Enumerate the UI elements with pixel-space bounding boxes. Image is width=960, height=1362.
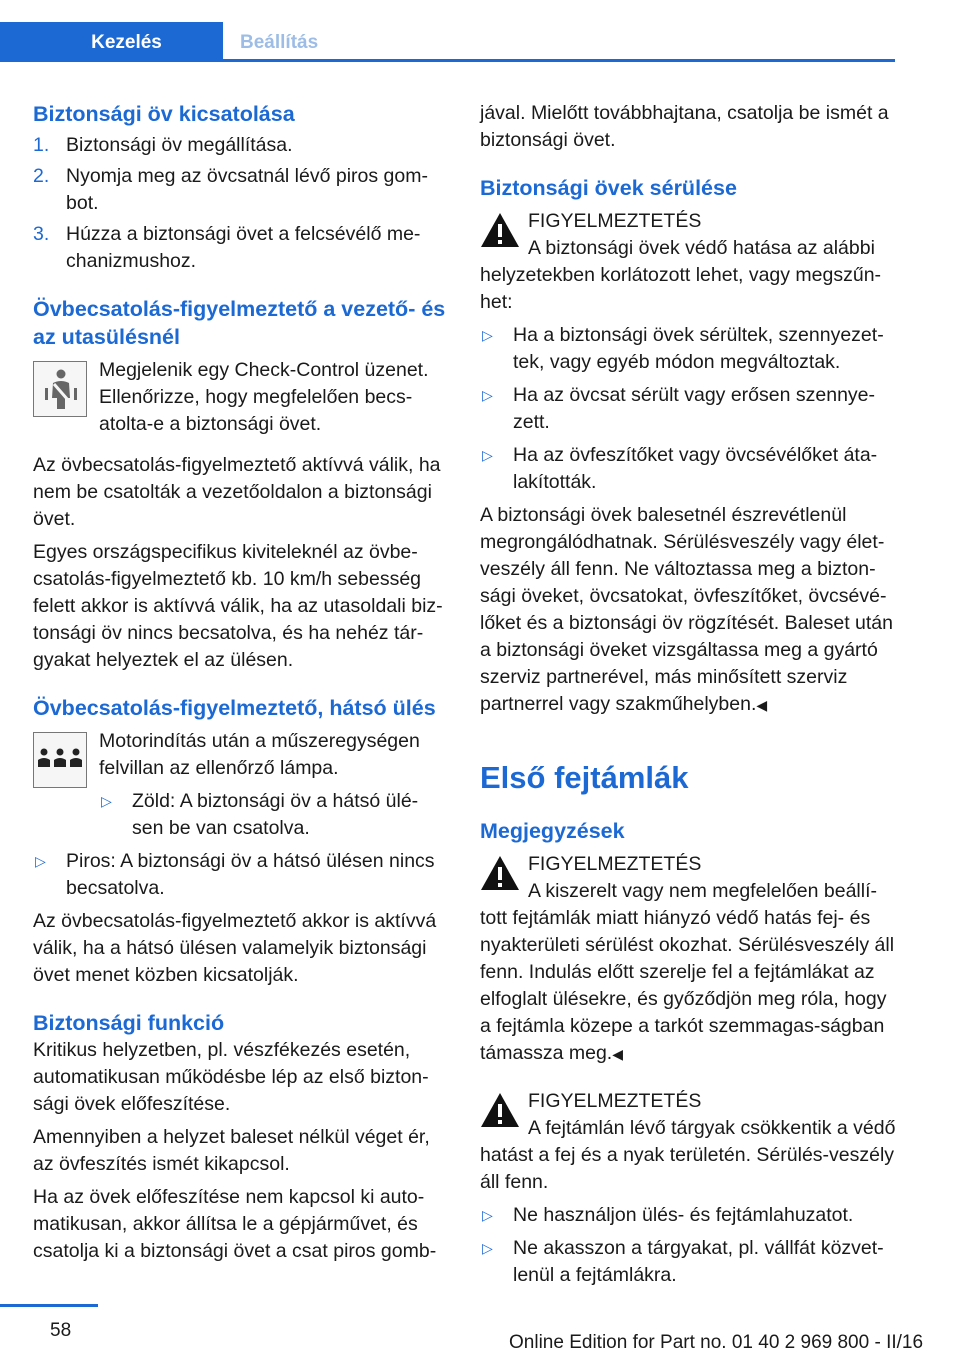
warning-triangle-icon bbox=[480, 1092, 520, 1128]
chapter-heading-head-restraints: Első fejtámlák bbox=[480, 760, 689, 795]
tab-kezeles[interactable]: Kezelés bbox=[0, 22, 223, 62]
step-number: 2. bbox=[33, 165, 50, 187]
step-text: Nyomja meg az övcsatnál lévő piros gom‐bot. bbox=[66, 165, 428, 214]
paragraph: Az övbecsatolás-figyelmeztető aktívvá válik, ha nem be csatolták a vezetőoldalon a biztonsági övet. bbox=[33, 454, 441, 530]
bullet-icon: ▷ bbox=[35, 853, 46, 869]
bullet-text: Piros: A biztonsági öv a hátsó ülésen nincs becsatolva. bbox=[66, 850, 435, 899]
bullet-icon: ▷ bbox=[101, 793, 112, 809]
warning-triangle-icon bbox=[480, 212, 520, 248]
bullet-icon: ▷ bbox=[482, 327, 493, 343]
section-title-rear-reminder: Övbecsatolás-figyelmeztető, hátsó ülés bbox=[33, 696, 436, 720]
bullet-text: Ne használjon ülés- és fejtámlahuzatot. bbox=[513, 1204, 854, 1226]
indicator-text: Megjelenik egy Check-Control üzenet. Ellenőrizze, hogy megfelelően becs‐atolta-e a biztonsági övet. bbox=[99, 359, 429, 435]
list-item bbox=[480, 1202, 898, 1229]
list-item bbox=[480, 322, 898, 376]
section-title-front-reminder: Övbecsatolás-figyelmeztető a vezető- és az utasülésnél bbox=[33, 297, 446, 349]
end-mark-icon: ◀ bbox=[612, 1046, 623, 1062]
bullet-text: Ha az övfeszítőket vagy övcsévélőket áta‐lakították. bbox=[513, 444, 878, 493]
warning-body: A kiszerelt vagy nem megfelelően beállí‐tott fejtámlák miatt hiányzó védő hatás fej- és nyakterületi sérülést okozhat. Sérülésveszély áll fenn. Indulás előtt szerelje fel a fejtámlákat az elfoglalt ülésekre, és győződjön meg róla, hogy a fejtámla közepe a tarkót szemmagas‐ságban támassza meg. bbox=[480, 880, 895, 1064]
end-mark-icon: ◀ bbox=[756, 697, 768, 713]
edition-note: Online Edition for Part no. 01 40 2 969 800 - II/16 bbox=[509, 1332, 924, 1353]
paragraph: Kritikus helyzetben, pl. vészfékezés esetén, automatikusan működésbe lép az első bizton‐sági övek előfeszítése. bbox=[33, 1039, 429, 1115]
bullet-text: Ne akasszon a tárgyakat, pl. vállfát közvet‐lenül a fejtámlákra. bbox=[513, 1237, 884, 1286]
paragraph bbox=[480, 502, 898, 719]
indicator-note bbox=[33, 728, 448, 842]
list-item bbox=[480, 442, 898, 496]
bullet-icon: ▷ bbox=[482, 1207, 493, 1223]
paragraph: Egyes országspecifikus kiviteleknél az övbe‐csatolás-figyelmeztető kb. 10 km/h sebesség felett akkor is aktívvá válik, ha az utasoldali biz‐tonsági öv nincs becsatolva, és ha nehéz tár‐gyakat helyeztek el az ülésen. bbox=[33, 541, 443, 671]
paragraph-text: A biztonsági övek balesetnél észrevétlenül megrongálódhatnak. Sérülésveszély vagy élet‐veszély áll fenn. Ne változtassa meg a bizton‐sági öveket, övcsatokat, övfeszítőket, övcsévé‐lőket és a biztonsági öv rögzítését. Baleset után a biztonsági öveket vizsgáltassa meg a gyártó szerviz partnerével, más minősített szerviz partnerrel vagy szakműhelyben. bbox=[480, 504, 893, 715]
section-title-notes: Megjegyzések bbox=[480, 819, 625, 843]
tab-beallitas[interactable]: Beállítás bbox=[240, 32, 319, 53]
right-column bbox=[480, 100, 898, 1289]
step-number: 1. bbox=[33, 134, 50, 156]
seatbelt-warning-icon bbox=[33, 361, 87, 417]
list-item bbox=[33, 132, 448, 159]
tab-underline bbox=[0, 59, 895, 62]
chapter-tab-bar bbox=[0, 22, 895, 62]
warning-label: FIGYELMEZTETÉS bbox=[528, 210, 702, 232]
bullet-text: Zöld: A biztonsági öv a hátsó ülé‐sen be van csatolva. bbox=[132, 790, 419, 839]
list-item bbox=[33, 163, 448, 217]
warning-label: FIGYELMEZTETÉS bbox=[528, 853, 702, 875]
list-item bbox=[99, 788, 448, 842]
step-text: Biztonsági öv megállítása. bbox=[66, 134, 293, 156]
list-item bbox=[33, 221, 448, 275]
bullet-icon: ▷ bbox=[482, 447, 493, 463]
step-number: 3. bbox=[33, 223, 50, 245]
list-item bbox=[33, 848, 448, 902]
paragraph: Az övbecsatolás-figyelmeztető akkor is aktívvá válik, ha a hátsó ülésen valamelyik biztonsági övet menet közben kicsatolják. bbox=[33, 910, 437, 986]
rear-seat-occupants-icon bbox=[33, 732, 87, 788]
paragraph: Amennyiben a helyzet baleset nélkül véget ér, az övfeszítés ismét kikapcsol. bbox=[33, 1126, 430, 1175]
section-title-safety-function: Biztonsági funkció bbox=[33, 1011, 225, 1035]
footer-rule bbox=[0, 1304, 98, 1307]
section-title-belt-damage: Biztonsági övek sérülése bbox=[480, 176, 737, 200]
warning-block bbox=[480, 208, 898, 316]
warning-triangle-icon bbox=[480, 855, 520, 891]
bullet-icon: ▷ bbox=[482, 387, 493, 403]
warning-text: A biztonsági övek védő hatása az alábbi helyzetekben korlátozott lehet, vagy megszűn‐het: bbox=[480, 237, 882, 313]
list-item bbox=[480, 1235, 898, 1289]
step-text: Húzza a biztonsági övet a felcsévélő me‐chanizmushoz. bbox=[66, 223, 421, 272]
list-item bbox=[480, 382, 898, 436]
indicator-note bbox=[33, 357, 448, 438]
page-number: 58 bbox=[50, 1320, 72, 1341]
warning-text: A fejtámlán lévő tárgyak csökkentik a védő hatást a fej és a nyak területén. Sérülés‐veszély áll fenn. bbox=[480, 1117, 896, 1193]
left-column bbox=[33, 100, 448, 1265]
warning-block bbox=[480, 1088, 898, 1196]
bullet-text: Ha a biztonsági övek sérültek, szennyezet‐tek, vagy egyéb módon megváltoztak. bbox=[513, 324, 884, 373]
paragraph-continued: jával. Mielőtt továbbhajtana, csatolja be ismét a biztonsági övet. bbox=[480, 102, 889, 151]
bullet-text: Ha az övcsat sérült vagy erősen szennye‐zett. bbox=[513, 384, 876, 433]
section-title-unbuckle: Biztonsági öv kicsatolása bbox=[33, 102, 295, 126]
warning-text bbox=[480, 878, 898, 1068]
indicator-text: Motorindítás után a műszeregységen felvillan az ellenőrző lámpa. bbox=[99, 730, 420, 779]
paragraph: Ha az övek előfeszítése nem kapcsol ki auto‐matikusan, akkor állítsa le a gépjárművet, és csatolja ki a biztonsági övet a csat piros gomb‐ bbox=[33, 1186, 437, 1262]
warning-label: FIGYELMEZTETÉS bbox=[528, 1090, 702, 1112]
bullet-icon: ▷ bbox=[482, 1240, 493, 1256]
warning-block bbox=[480, 851, 898, 1068]
